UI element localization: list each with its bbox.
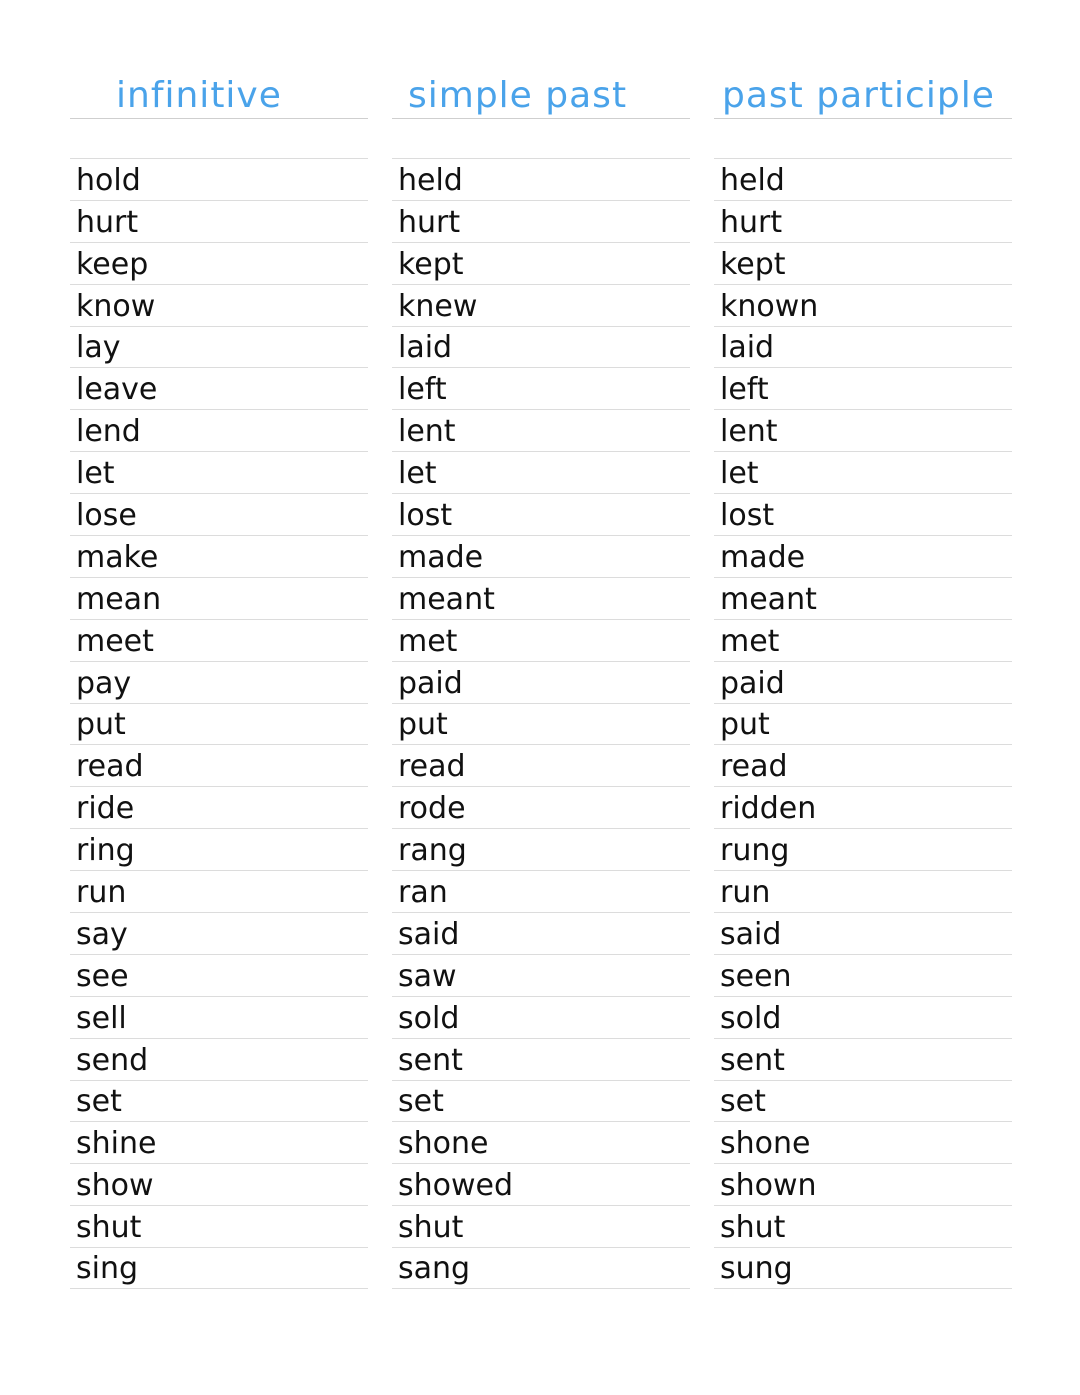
verb-form: met bbox=[720, 623, 780, 659]
verb-form: send bbox=[76, 1042, 149, 1078]
verb-form: shone bbox=[398, 1126, 489, 1162]
word-row bbox=[392, 577, 690, 619]
word-row bbox=[714, 912, 1012, 954]
verb-form: made bbox=[398, 539, 484, 575]
word-row bbox=[392, 200, 690, 242]
verb-form: sent bbox=[398, 1042, 463, 1078]
verb-form: meant bbox=[398, 581, 495, 617]
verb-form: laid bbox=[720, 330, 775, 366]
verb-form: shut bbox=[398, 1210, 464, 1246]
verb-form: laid bbox=[398, 330, 453, 366]
word-row bbox=[714, 493, 1012, 535]
word-row bbox=[392, 1163, 690, 1205]
word-row bbox=[70, 828, 368, 870]
column-past-participle bbox=[714, 0, 1012, 1395]
verb-form: read bbox=[720, 749, 788, 785]
word-row bbox=[714, 996, 1012, 1038]
word-row bbox=[714, 1247, 1012, 1289]
word-row bbox=[70, 744, 368, 786]
verb-form: sell bbox=[76, 1000, 127, 1036]
word-row bbox=[714, 242, 1012, 284]
word-row bbox=[392, 409, 690, 451]
verb-form: shone bbox=[720, 1126, 811, 1162]
word-row bbox=[70, 409, 368, 451]
verb-form: know bbox=[76, 288, 156, 324]
verb-form: let bbox=[398, 456, 437, 492]
verb-form: rang bbox=[398, 833, 467, 869]
word-row bbox=[70, 619, 368, 661]
verb-form: set bbox=[720, 1084, 766, 1120]
word-row bbox=[714, 1163, 1012, 1205]
word-row bbox=[714, 661, 1012, 703]
verb-form: leave bbox=[76, 372, 158, 408]
word-row bbox=[70, 1038, 368, 1080]
verb-form: lost bbox=[398, 498, 453, 534]
word-row bbox=[714, 1038, 1012, 1080]
word-row bbox=[392, 1121, 690, 1163]
word-row bbox=[70, 954, 368, 996]
word-row bbox=[392, 703, 690, 745]
verb-form: make bbox=[76, 539, 159, 575]
word-row bbox=[70, 284, 368, 326]
verb-form: run bbox=[720, 875, 771, 911]
verb-form: lent bbox=[720, 414, 778, 450]
verb-form: put bbox=[720, 707, 770, 743]
word-row bbox=[70, 577, 368, 619]
verb-form: sang bbox=[398, 1251, 471, 1287]
word-row bbox=[70, 1205, 368, 1247]
word-row bbox=[392, 493, 690, 535]
verb-form: lend bbox=[76, 414, 141, 450]
verb-form: sent bbox=[720, 1042, 785, 1078]
verb-form: show bbox=[76, 1168, 154, 1204]
verb-form: read bbox=[398, 749, 466, 785]
verb-form: let bbox=[76, 456, 115, 492]
verb-form: saw bbox=[398, 958, 457, 994]
word-list bbox=[714, 158, 1012, 1289]
word-row bbox=[392, 954, 690, 996]
verb-form: hurt bbox=[720, 204, 783, 240]
verb-form: ring bbox=[76, 833, 135, 869]
word-row bbox=[70, 870, 368, 912]
verb-form: shine bbox=[76, 1126, 157, 1162]
verb-form: pay bbox=[76, 665, 132, 701]
word-row bbox=[392, 870, 690, 912]
verb-form: put bbox=[76, 707, 126, 743]
word-row bbox=[714, 703, 1012, 745]
verb-form: let bbox=[720, 456, 759, 492]
verb-form: lent bbox=[398, 414, 456, 450]
verb-form: rung bbox=[720, 833, 790, 869]
word-row bbox=[714, 200, 1012, 242]
verb-form: lay bbox=[76, 330, 121, 366]
verb-form: held bbox=[720, 162, 785, 198]
word-row bbox=[714, 619, 1012, 661]
verb-form: meet bbox=[76, 623, 154, 659]
word-row bbox=[392, 786, 690, 828]
word-row bbox=[70, 1121, 368, 1163]
verb-form: shut bbox=[720, 1210, 786, 1246]
word-row bbox=[714, 828, 1012, 870]
word-row bbox=[392, 451, 690, 493]
word-row bbox=[70, 158, 368, 200]
verb-form: put bbox=[398, 707, 448, 743]
word-list bbox=[392, 158, 690, 1289]
word-row bbox=[70, 367, 368, 409]
verb-form: met bbox=[398, 623, 458, 659]
verb-form: held bbox=[398, 162, 463, 198]
word-row bbox=[392, 284, 690, 326]
verb-form: set bbox=[398, 1084, 444, 1120]
word-row bbox=[70, 242, 368, 284]
verb-form: sold bbox=[720, 1000, 782, 1036]
column-header bbox=[392, 76, 690, 119]
verb-form: left bbox=[720, 372, 769, 408]
word-row bbox=[70, 535, 368, 577]
word-row bbox=[70, 326, 368, 368]
verb-form: hold bbox=[76, 162, 141, 198]
verb-form: meant bbox=[720, 581, 817, 617]
word-row bbox=[392, 1205, 690, 1247]
verb-form: lose bbox=[76, 498, 137, 534]
word-row bbox=[714, 954, 1012, 996]
verb-form: sung bbox=[720, 1251, 793, 1287]
column-header-label: infinitive bbox=[116, 75, 282, 116]
verb-form: showed bbox=[398, 1168, 514, 1204]
verb-form: read bbox=[76, 749, 144, 785]
word-row bbox=[714, 1205, 1012, 1247]
word-row bbox=[714, 367, 1012, 409]
verb-form: kept bbox=[398, 246, 464, 282]
column-header-label: past participle bbox=[722, 75, 995, 116]
verb-form: knew bbox=[398, 288, 478, 324]
verb-form: shown bbox=[720, 1168, 817, 1204]
verb-form: ran bbox=[398, 875, 448, 911]
word-row bbox=[70, 493, 368, 535]
column-header bbox=[70, 76, 368, 119]
word-row bbox=[392, 619, 690, 661]
verb-form: paid bbox=[720, 665, 785, 701]
word-row bbox=[392, 912, 690, 954]
verb-form: said bbox=[720, 916, 782, 952]
verb-form: paid bbox=[398, 665, 463, 701]
word-row bbox=[714, 535, 1012, 577]
word-row bbox=[392, 661, 690, 703]
word-row bbox=[714, 1080, 1012, 1122]
word-row bbox=[392, 828, 690, 870]
verb-form: lost bbox=[720, 498, 775, 534]
column-header bbox=[714, 76, 1012, 119]
word-row bbox=[70, 912, 368, 954]
word-row bbox=[70, 1247, 368, 1289]
word-row bbox=[714, 786, 1012, 828]
verb-form: rode bbox=[398, 791, 466, 827]
word-row bbox=[714, 744, 1012, 786]
word-row bbox=[714, 409, 1012, 451]
word-row bbox=[714, 451, 1012, 493]
verb-form: see bbox=[76, 958, 129, 994]
word-row bbox=[714, 326, 1012, 368]
verb-form: ridden bbox=[720, 791, 817, 827]
column-simple-past bbox=[392, 0, 690, 1395]
word-row bbox=[70, 451, 368, 493]
word-row bbox=[714, 577, 1012, 619]
verb-form: left bbox=[398, 372, 447, 408]
verb-form: sing bbox=[76, 1251, 139, 1287]
verb-form: shut bbox=[76, 1210, 142, 1246]
verb-form: ride bbox=[76, 791, 135, 827]
word-row bbox=[714, 870, 1012, 912]
word-row bbox=[392, 1247, 690, 1289]
word-row bbox=[392, 242, 690, 284]
word-row bbox=[70, 786, 368, 828]
verb-form: say bbox=[76, 916, 128, 952]
word-row bbox=[70, 200, 368, 242]
word-row bbox=[392, 1038, 690, 1080]
word-row bbox=[714, 1121, 1012, 1163]
word-row bbox=[714, 284, 1012, 326]
verb-form: made bbox=[720, 539, 806, 575]
verb-form: run bbox=[76, 875, 127, 911]
word-row bbox=[714, 158, 1012, 200]
verb-form: keep bbox=[76, 246, 149, 282]
word-row bbox=[70, 1163, 368, 1205]
verb-form: sold bbox=[398, 1000, 460, 1036]
verb-form: set bbox=[76, 1084, 122, 1120]
word-row bbox=[392, 744, 690, 786]
word-row bbox=[70, 661, 368, 703]
word-row bbox=[70, 1080, 368, 1122]
word-row bbox=[70, 996, 368, 1038]
word-row bbox=[392, 1080, 690, 1122]
word-row bbox=[392, 996, 690, 1038]
word-row bbox=[392, 535, 690, 577]
column-header-label: simple past bbox=[408, 75, 628, 116]
verb-form: said bbox=[398, 916, 460, 952]
verb-form: hurt bbox=[76, 204, 139, 240]
verb-form: known bbox=[720, 288, 819, 324]
verb-form: seen bbox=[720, 958, 792, 994]
verb-form: kept bbox=[720, 246, 786, 282]
verb-form: hurt bbox=[398, 204, 461, 240]
word-row bbox=[392, 367, 690, 409]
verb-form: mean bbox=[76, 581, 162, 617]
word-list bbox=[70, 158, 368, 1289]
word-row bbox=[70, 703, 368, 745]
word-row bbox=[392, 326, 690, 368]
column-infinitive bbox=[70, 0, 368, 1395]
word-row bbox=[392, 158, 690, 200]
